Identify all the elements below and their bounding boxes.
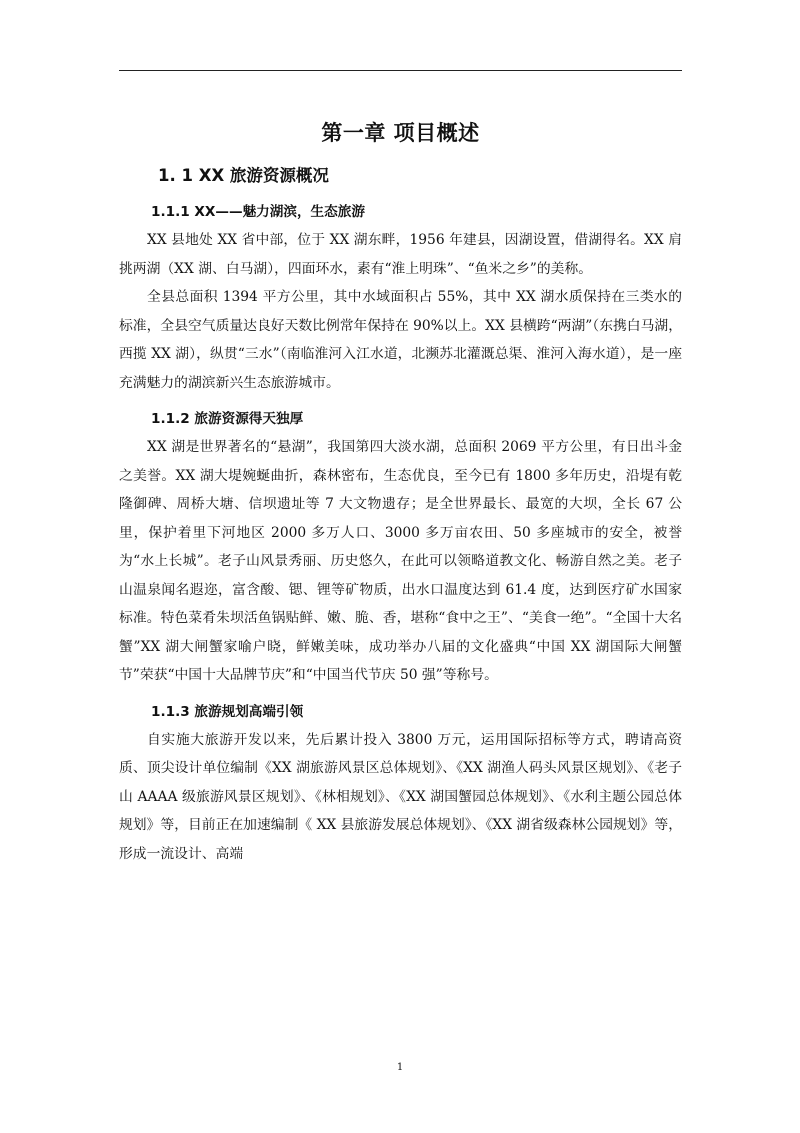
- page-number: 1: [396, 1062, 404, 1073]
- chapter-title: 第一章 项目概述: [321, 121, 480, 145]
- section-title-1-1: 1. 1 XX 旅游资源概况: [158, 166, 329, 185]
- page-content: [119, 118, 682, 868]
- paragraph: 全县总面积 1394 平方公里，其中水域面积占 55%，其中 XX 湖水质保持在三类水的标准，全县空气质量达良好天数比例常年保持在 90%以上。XX 县横跨“两湖”（东携白马湖，西揽 XX 湖），纵贯“三水”（南临淮河入江水道，北濒苏北灌溉总渠、淮河入海水道），是一座充满魅力的湖滨新兴生态旅游城市。: [119, 289, 682, 391]
- paragraph: XX 湖是世界著名的“悬湖”，我国第四大淡水湖，总面积 2069 平方公里，有日出斗金之美誉。XX 湖大堤婉蜒曲折，森林密布，生态优良，至今已有 1800 多年历史，沿堤有乾隆御碑、周桥大塘、信坝遗址等 7 大文物遗存；是全世界最长、最宽的大坝，全长 67 公里，保护着里下河地区 2000 多万人口、3000 多万亩农田、50 多座城市的安全，被誉为“水上长城”。老子山风景秀丽、历史悠久，在此可以领略道教文化、畅游自然之美。老子山温泉闻名遐迩，富含酸、锶、锂等矿物质，出水口温度达到 61.4 度，达到医疗矿水国家标准。特色菜肴朱坝活鱼锅贴鲜、嫩、脆、香，堪称“食中之王”、“美食一绝”。“全国十大名蟹”XX 湖大闸蟹家喻户晓，鲜嫩美味，成功举办八届的文化盛典“中国 XX 湖国际大闸蟹节”荣获“中国十大品牌节庆”和“中国当代节庆 50 强”等称号。: [119, 439, 682, 683]
- subsection-title-1-1-3: 1.1.3 旅游规划高端引领: [151, 703, 304, 720]
- subsection-title-1-1-1: 1.1.1 XX——魅力湖滨，生态旅游: [151, 204, 365, 220]
- header-rule: [119, 70, 682, 71]
- paragraph: 自实施大旅游开发以来，先后累计投入 3800 万元，运用国际招标等方式，聘请高资质、顶尖设计单位编制《XX 湖旅游风景区总体规划》、《XX 湖渔人码头风景区规划》、《老子山 AAAA 级旅游风景区规划》、《林相规划》、《XX 湖国蟹园总体规划》、《水利主题公园总体规划》等，目前正在加速编制《 XX 县旅游发展总体规划》、《XX 湖省级森林公园规划》等，形成一流设计、高端: [119, 731, 682, 862]
- paragraph: XX 县地处 XX 省中部，位于 XX 湖东畔，1956 年建县，因湖设置，借湖得名。XX 肩挑两湖（XX 湖、白马湖），四面环水，素有“淮上明珠”、“鱼米之乡”的美称。: [119, 232, 682, 277]
- subsection-title-1-1-2: 1.1.2 旅游资源得天独厚: [151, 411, 304, 427]
